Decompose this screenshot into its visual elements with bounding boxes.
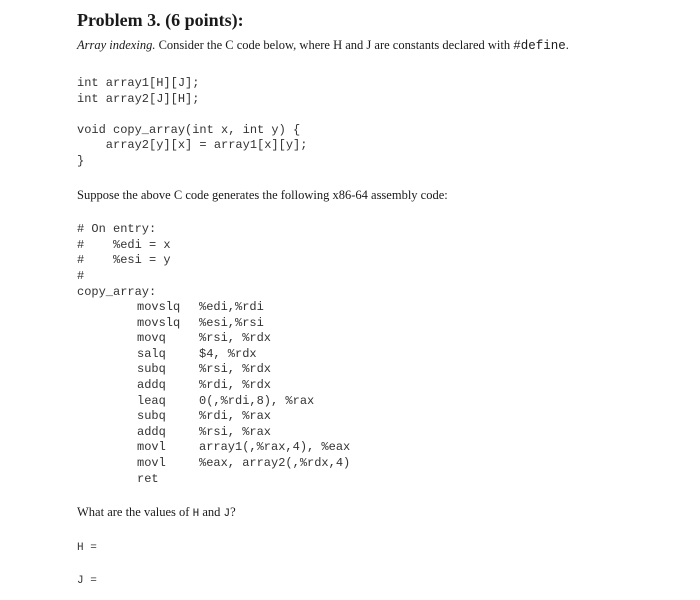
instruction-list bbox=[77, 300, 351, 487]
define-keyword: #define bbox=[513, 39, 566, 53]
instruction-opcode: movl bbox=[137, 455, 166, 470]
instruction-row bbox=[77, 315, 264, 332]
problem-intro bbox=[77, 38, 569, 53]
instruction-opcode: addq bbox=[137, 377, 166, 392]
question-post: ? bbox=[230, 505, 236, 519]
instruction-row bbox=[77, 393, 315, 410]
c-code-block: int array1[H][J]; int array2[J][H]; void copy_array(int x, int y) { array2[y][x] = array1[x][y]; } bbox=[77, 76, 308, 168]
instruction-row bbox=[77, 377, 272, 394]
instruction-operands: %esi,%rsi bbox=[199, 315, 264, 330]
instruction-operands: array1(,%rax,4), %eax bbox=[199, 440, 351, 455]
assembly-listing bbox=[77, 284, 351, 487]
question-pre: What are the values of bbox=[77, 505, 193, 519]
instruction-operands: 0(,%rdi,8), %rax bbox=[199, 393, 315, 408]
suppose-text: Suppose the above C code generates the following x86-64 assembly code: bbox=[77, 188, 448, 202]
entry-comment: # On entry: # %edi = x # %esi = y # bbox=[77, 222, 171, 283]
instruction-operands: %rdi, %rdx bbox=[199, 377, 272, 392]
instruction-opcode: salq bbox=[137, 346, 166, 361]
instruction-opcode: subq bbox=[137, 362, 166, 377]
instruction-opcode: ret bbox=[137, 471, 159, 486]
function-label: copy_array: bbox=[77, 285, 157, 299]
instruction-row bbox=[77, 331, 272, 347]
instruction-row bbox=[77, 440, 351, 456]
question-h: H bbox=[192, 508, 200, 520]
instruction-opcode: leaq bbox=[137, 393, 166, 408]
instruction-row bbox=[77, 362, 272, 378]
instruction-operands: %rsi, %rax bbox=[199, 424, 272, 439]
question-j: J bbox=[223, 508, 231, 520]
instruction-opcode: movq bbox=[137, 331, 166, 346]
instruction-operands: %rdi, %rax bbox=[199, 409, 272, 424]
instruction-operands: %eax, array2(,%rdx,4) bbox=[199, 455, 351, 470]
answer-j: J = bbox=[77, 575, 97, 587]
intro-lead: Array indexing. bbox=[77, 38, 156, 52]
question-text bbox=[77, 505, 236, 520]
instruction-opcode: subq bbox=[137, 409, 166, 424]
instruction-operands: %rsi, %rdx bbox=[199, 331, 272, 346]
intro-end: . bbox=[565, 38, 569, 52]
instruction-row bbox=[77, 424, 272, 441]
question-mid: and bbox=[199, 505, 224, 519]
instruction-row bbox=[77, 346, 257, 363]
instruction-opcode: addq bbox=[137, 424, 166, 439]
intro-text: Consider the C code below, where H and J are constants declared with bbox=[155, 38, 514, 52]
instruction-row bbox=[77, 455, 351, 472]
problem-title: Problem 3. (6 points): bbox=[77, 10, 244, 30]
instruction-opcode: movl bbox=[137, 440, 166, 455]
instruction-row bbox=[77, 471, 159, 488]
instruction-operands: %rsi, %rdx bbox=[199, 362, 272, 377]
instruction-row bbox=[77, 409, 272, 425]
instruction-row bbox=[77, 300, 264, 316]
answer-h: H = bbox=[77, 542, 97, 554]
instruction-operands: $4, %rdx bbox=[199, 346, 257, 361]
instruction-opcode: movslq bbox=[137, 315, 181, 330]
instruction-operands: %edi,%rdi bbox=[199, 300, 264, 314]
instruction-opcode: movslq bbox=[137, 300, 181, 314]
